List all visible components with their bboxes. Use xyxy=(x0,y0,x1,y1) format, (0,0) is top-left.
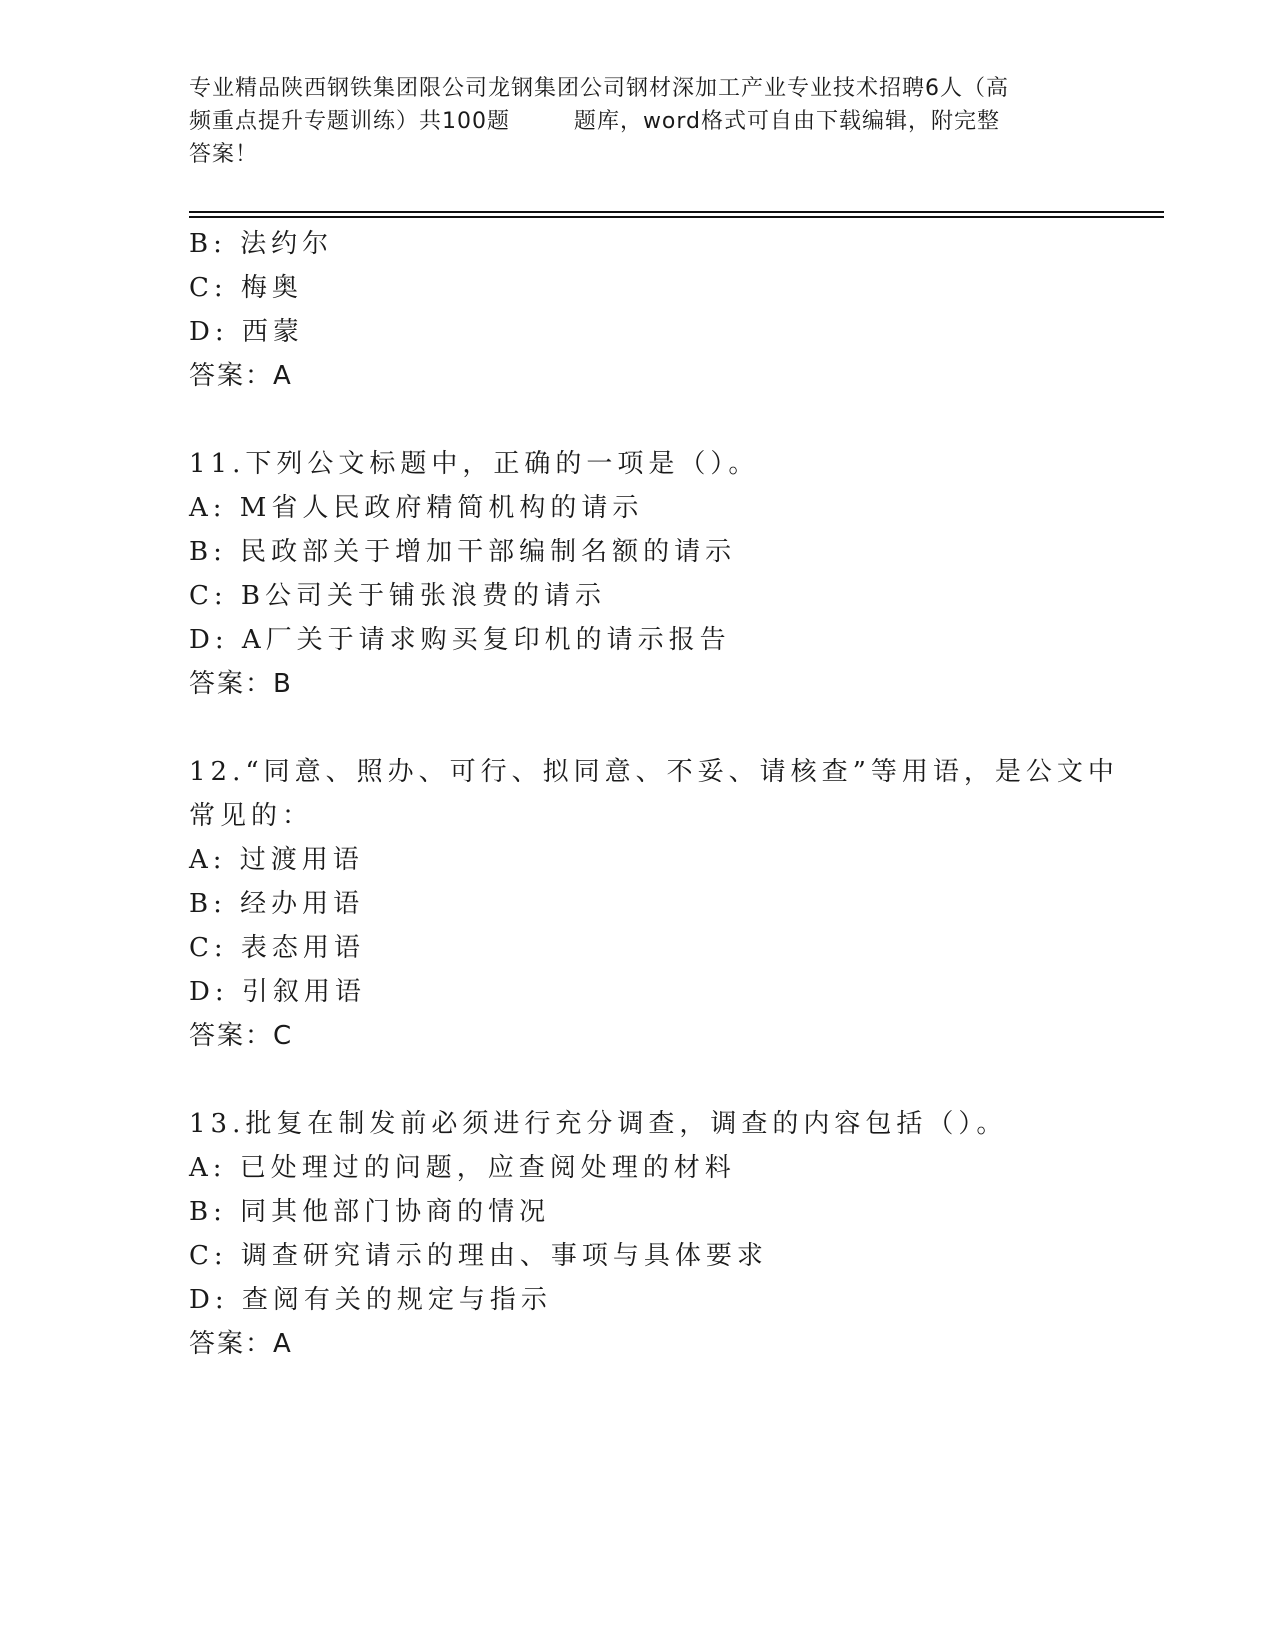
q11-question: 11.下列公文标题中，正确的一项是（）。 xyxy=(189,449,760,479)
q12-option-d: D: 引叙用语 xyxy=(189,977,366,1007)
q11-option-a: A: M省人民政府精简机构的请示 xyxy=(189,493,644,523)
document-header xyxy=(189,72,1089,171)
q13-option-c: C: 调查研究请示的理由、事项与具体要求 xyxy=(189,1241,768,1271)
q11-option-d: D: A厂关于请求购买复印机的请示报告 xyxy=(189,625,731,655)
header-line-3: 答案！ xyxy=(189,142,259,167)
q12-option-b: B: 经办用语 xyxy=(189,889,365,919)
header-line-2: 频重点提升专题训练）共100题 题库，word格式可自由下载编辑，附完整 xyxy=(189,109,1001,134)
header-divider-bottom xyxy=(189,216,1164,218)
q13-option-a: A: 已处理过的问题，应查阅处理的材料 xyxy=(189,1153,736,1183)
q11-option-b: B: 民政部关于增加干部编制名额的请示 xyxy=(189,537,737,567)
q10-option-b: B: 法约尔 xyxy=(189,229,334,259)
q12-question-line-2: 常见的： xyxy=(189,801,314,831)
q12-option-c: C: 表态用语 xyxy=(189,933,365,963)
q13-option-d: D: 查阅有关的规定与指示 xyxy=(189,1285,552,1315)
header-divider-top xyxy=(189,211,1164,213)
header-line-1: 专业精品陕西钢铁集团限公司龙钢集团公司钢材深加工产业专业技术招聘6人（高 xyxy=(189,76,1009,101)
q10-option-c: C: 梅奥 xyxy=(189,273,303,303)
q12-question-line-1: 12.“同意、照办、可行、拟同意、不妥、请核查”等用语，是公文中 xyxy=(189,757,1119,787)
q12-option-a: A: 过渡用语 xyxy=(189,845,364,875)
q13-answer: 答案：A xyxy=(189,1329,293,1359)
q10-answer: 答案：A xyxy=(189,361,293,391)
q11-answer: 答案：B xyxy=(189,669,293,699)
q12-answer: 答案：C xyxy=(189,1021,294,1051)
q11-option-c: C: B公司关于铺张浪费的请示 xyxy=(189,581,607,611)
q13-question: 13.批复在制发前必须进行充分调查，调查的内容包括（）。 xyxy=(189,1109,1008,1139)
q10-option-d: D: 西蒙 xyxy=(189,317,304,347)
q13-option-b: B: 同其他部门协商的情况 xyxy=(189,1197,551,1227)
